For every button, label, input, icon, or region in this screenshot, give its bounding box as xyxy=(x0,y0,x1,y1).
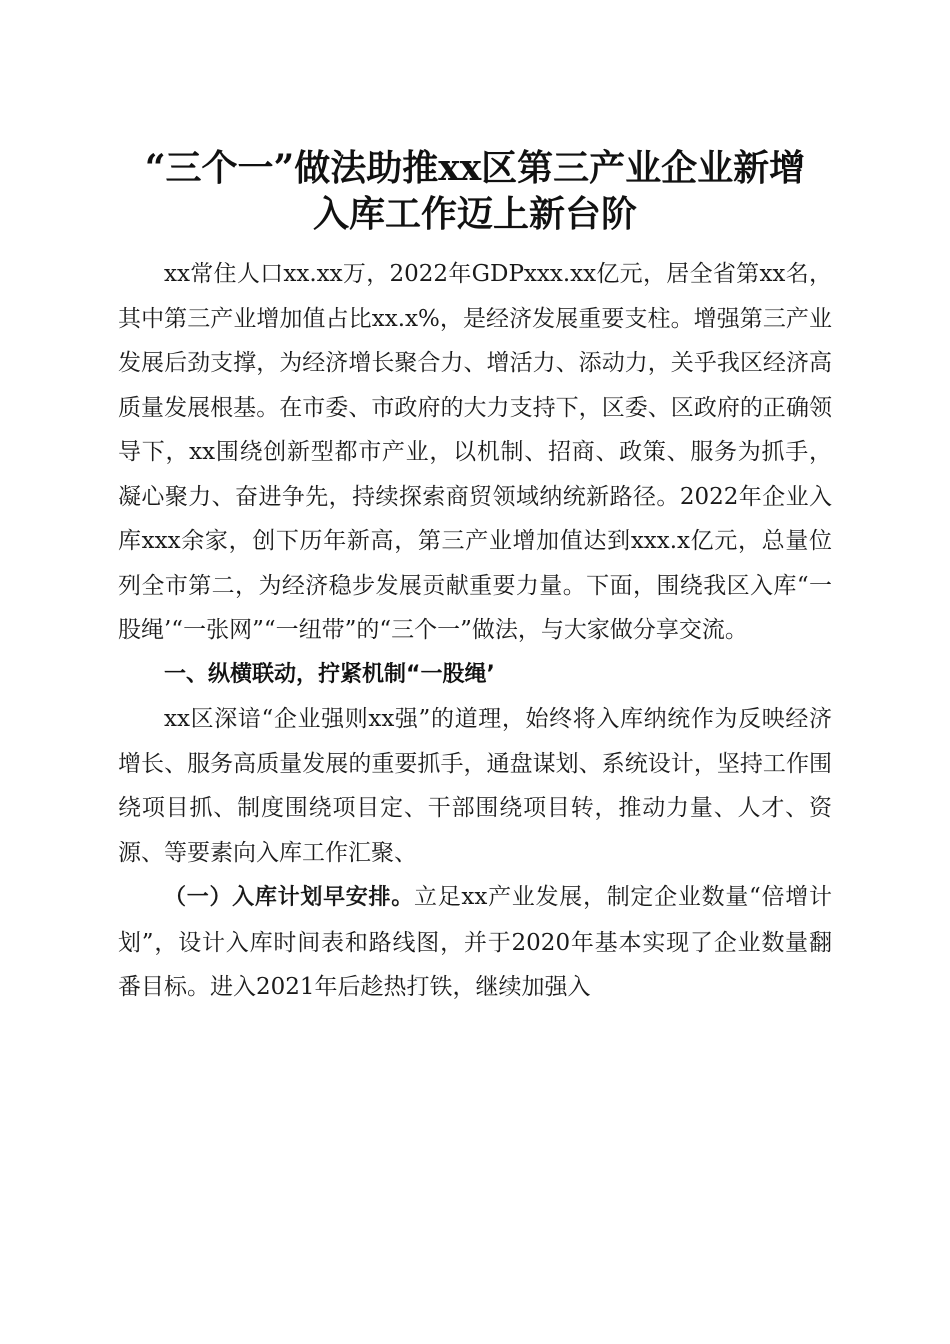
subsection-1-text: 立足xx产业发展，制定企业数量“倍增计划”，设计入库时间表和路线图，并于2020年基本实现了企业数量翻番目标。进入2021年后趁热打铁，继续加强入 xyxy=(118,884,832,1000)
intro-paragraph: xx常住人口xx.xx万，2022年GDPxxx.xx亿元，居全省第xx名，其中第三产业增加值占比xx.x%，是经济发展重要支柱。增强第三产业发展后劲支撑，为经济增长聚合力、增活力、添动力，关乎我区经济高质量发展根基。在市委、市政府的大力支持下，区委、区政府的正确领导下，xx围绕创新型都市产业，以机制、招商、政策、服务为抓手，凝心聚力、奋进争先，持续探索商贸领域纳统新路径。2022年企业入库xxx余家，创下历年新高，第三产业增加值达到xxx.x亿元，总量位列全市第二，为经济稳步发展贡献重要力量。下面，围绕我区入库“一股绳’“一张网”“一纽带”的“三个一”做法，与大家做分享交流。 xyxy=(118,261,832,643)
document-body xyxy=(118,252,832,1010)
document-title-line-1: “三个一”做法助推xx区第三产业企业新增 xyxy=(144,147,806,189)
section-1-heading: 一、纵横联动，拧紧机制“一股绳’ xyxy=(164,661,495,687)
document-title-line-2: 入库工作迈上新台阶 xyxy=(312,193,637,235)
subsection-1-lead: （一）入库计划早安排。 xyxy=(164,885,414,910)
subsection-1-paragraph xyxy=(118,875,832,1010)
section-1-paragraph: xx区深谙“企业强则xx强”的道理，始终将入库纳统作为反映经济增长、服务高质量发展的重要抓手，通盘谋划、系统设计，坚持工作围绕项目抓、制度围绕项目定、干部围绕项目转，推动力量、人才、资源、等要素向入库工作汇聚、 xyxy=(118,706,832,866)
